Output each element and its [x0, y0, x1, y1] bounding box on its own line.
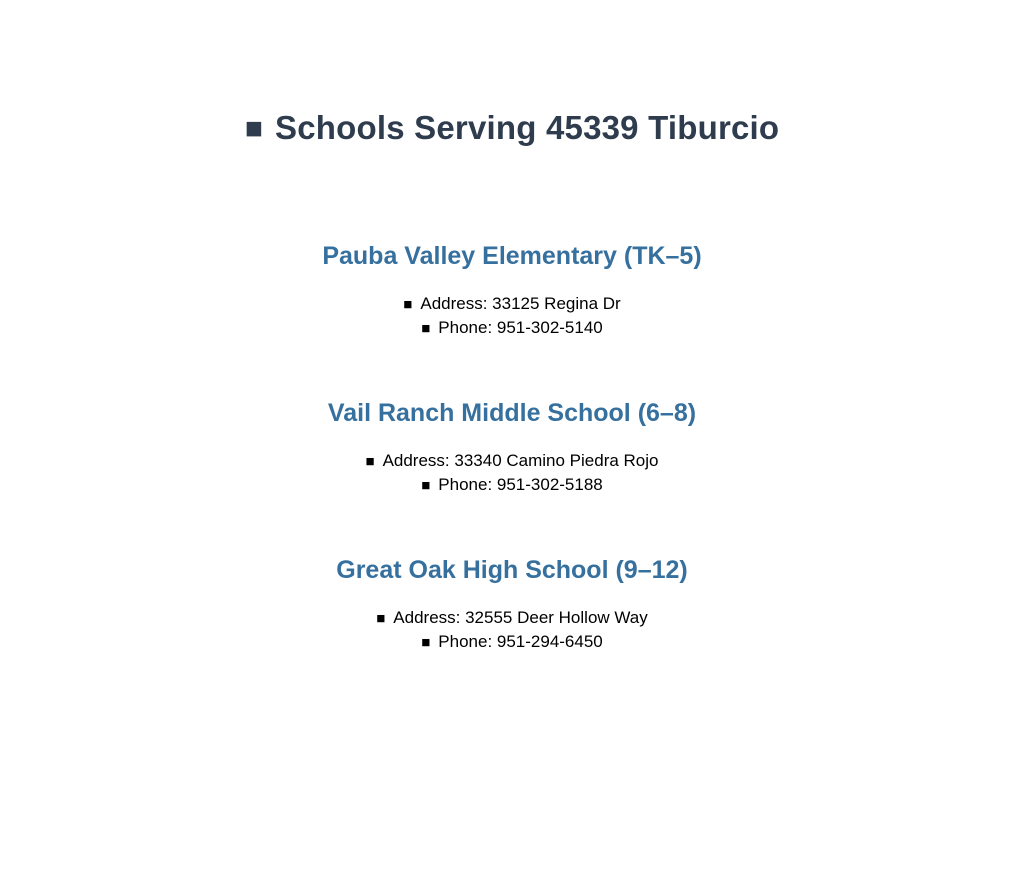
school-name: Great Oak High School (9–12): [336, 556, 688, 584]
detail-line-phone: [0, 316, 1024, 340]
detail-line-address: [0, 449, 1024, 473]
square-bullet-icon: ■: [421, 320, 431, 337]
school-section: [0, 241, 1024, 340]
detail-line-address: [0, 292, 1024, 316]
detail-line-phone: [0, 473, 1024, 497]
detail-text-address: Address: 32555 Deer Hollow Way: [393, 608, 648, 627]
square-bullet-icon: ■: [365, 453, 375, 470]
square-bullet-icon: ■: [421, 634, 431, 651]
detail-line-phone: [0, 630, 1024, 654]
detail-line-address: [0, 606, 1024, 630]
square-bullet-icon: ■: [376, 610, 386, 627]
school-section: [0, 398, 1024, 497]
square-bullet-icon: ■: [403, 296, 413, 313]
school-section: [0, 555, 1024, 654]
page-title: Schools Serving 45339 Tiburcio: [275, 109, 780, 146]
detail-text-phone: Phone: 951-302-5140: [438, 318, 603, 337]
square-bullet-icon: ■: [421, 477, 431, 494]
detail-text-phone: Phone: 951-302-5188: [438, 475, 603, 494]
detail-text-address: Address: 33340 Camino Piedra Rojo: [382, 451, 659, 470]
detail-text-phone: Phone: 951-294-6450: [438, 632, 603, 651]
detail-text-address: Address: 33125 Regina Dr: [420, 294, 621, 313]
square-bullet-icon: ■: [244, 112, 264, 145]
page-title-row: [0, 108, 1024, 149]
school-name: Pauba Valley Elementary (TK–5): [322, 242, 702, 270]
school-name: Vail Ranch Middle School (6–8): [327, 399, 697, 427]
